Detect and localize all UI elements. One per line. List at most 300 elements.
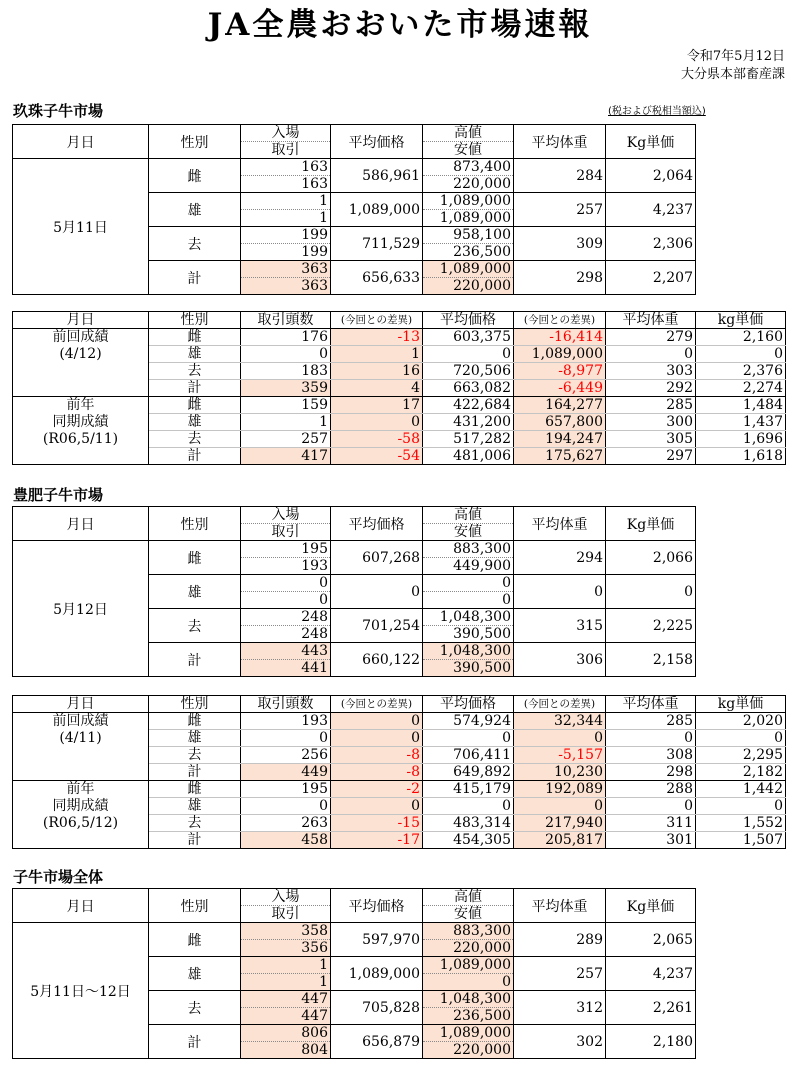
sex-cell: 去: [149, 363, 241, 380]
header-entry: 入場: [271, 889, 300, 905]
count-diff-cell: 16: [331, 363, 423, 380]
avg-weight-cell: 289: [514, 923, 606, 957]
entry-count: 1: [319, 957, 328, 973]
sex-cell: 雌: [149, 781, 241, 798]
avg-weight-cell: 298: [606, 764, 696, 781]
avg-price-cell: 1,089,000: [331, 193, 423, 227]
avg-price-cell: 431,200: [423, 414, 514, 431]
traded-count: 1: [241, 973, 330, 990]
count-cell: 417: [241, 448, 331, 465]
header-date: 月日: [13, 889, 149, 923]
header-avg-price: 平均価格: [331, 507, 423, 541]
entry-count: 358: [301, 923, 328, 939]
comparison-header-row: [13, 312, 786, 329]
low-price: 0: [423, 973, 513, 990]
kg-price-cell: 4,237: [606, 193, 696, 227]
count-diff-cell: 1: [331, 346, 423, 363]
entry-traded-cell: [241, 227, 331, 261]
low-price: 236,500: [423, 243, 513, 260]
sex-cell: 雄: [149, 730, 241, 747]
section-title-hohi: 豊肥子牛市場: [13, 486, 104, 504]
price-diff-cell: 657,800: [514, 414, 606, 431]
avg-price-cell: 656,633: [331, 261, 423, 295]
sex-cell: 去: [149, 431, 241, 448]
count-cell: 359: [241, 380, 331, 397]
price-diff-cell: -16,414: [514, 329, 606, 346]
period-label-cell: [13, 329, 149, 397]
sex-cell: 計: [149, 380, 241, 397]
high-price: 1,089,000: [439, 1025, 511, 1041]
summary-row: [13, 159, 696, 193]
entry-count: 363: [301, 261, 328, 277]
sex-cell: 去: [149, 609, 241, 643]
avg-price-cell: 705,828: [331, 991, 423, 1025]
kg-price-cell: 2,261: [606, 991, 696, 1025]
entry-traded-cell: [241, 261, 331, 295]
entry-count: 1: [319, 193, 328, 209]
header-entry: 入場: [271, 125, 300, 141]
avg-price-cell: 481,006: [423, 448, 514, 465]
sex-cell: 計: [149, 261, 241, 295]
avg-weight-cell: 298: [514, 261, 606, 295]
header-date: 月日: [13, 312, 149, 329]
avg-price-cell: 711,529: [331, 227, 423, 261]
high-price: 1,048,300: [439, 991, 511, 1007]
header-date: 月日: [13, 696, 149, 713]
price-diff-cell: -6,449: [514, 380, 606, 397]
price-diff-cell: 217,940: [514, 815, 606, 832]
summary-row: [13, 541, 696, 575]
header-count: 取引頭数: [241, 312, 331, 329]
count-cell: 159: [241, 397, 331, 414]
header-kg-price: kg単価: [696, 312, 786, 329]
header-price-diff: (今回との差異): [514, 696, 606, 713]
count-diff-cell: 4: [331, 380, 423, 397]
price-diff-cell: 0: [514, 798, 606, 815]
header-avg-price: 平均価格: [331, 125, 423, 159]
sex-cell: 雌: [149, 397, 241, 414]
low-price: 236,500: [423, 1007, 513, 1024]
low-price: 0: [423, 591, 513, 608]
header-avg-price: 平均価格: [423, 696, 514, 713]
kg-price-cell: 1,484: [696, 397, 786, 414]
sex-cell: 雌: [149, 329, 241, 346]
date-cell: 5月11日～12日: [13, 923, 149, 1059]
high-low-cell: [423, 193, 514, 227]
period-label-line: 前回成績: [52, 329, 109, 345]
header-sex: 性別: [149, 507, 241, 541]
price-diff-cell: 0: [514, 730, 606, 747]
entry-count: 248: [301, 609, 328, 625]
kg-price-cell: 2,066: [606, 541, 696, 575]
header-sex: 性別: [149, 889, 241, 923]
count-cell: 449: [241, 764, 331, 781]
high-low-cell: [423, 1025, 514, 1059]
header-traded: 取引: [241, 141, 330, 158]
kusu-comparison-block: [12, 311, 786, 465]
kg-price-cell: 2,376: [696, 363, 786, 380]
header-avg-price: 平均価格: [423, 312, 514, 329]
avg-price-cell: 517,282: [423, 431, 514, 448]
comparison-header-row: [13, 696, 786, 713]
high-low-cell: [423, 261, 514, 295]
hohi-summary-block: [12, 506, 696, 677]
kg-price-cell: 1,696: [696, 431, 786, 448]
header-kg-price: Kg単価: [606, 125, 696, 159]
section-title-kusu: 玖珠子牛市場: [13, 102, 104, 120]
avg-price-cell: 586,961: [331, 159, 423, 193]
header-avg-weight: 平均体重: [606, 696, 696, 713]
kg-price-cell: 0: [696, 730, 786, 747]
high-low-cell: [423, 541, 514, 575]
header-low: 安値: [423, 905, 513, 922]
kg-price-cell: 2,182: [696, 764, 786, 781]
header-traded: 取引: [241, 905, 330, 922]
comparison-table: [12, 311, 786, 465]
high-low-cell: [423, 159, 514, 193]
header-sex: 性別: [149, 125, 241, 159]
avg-weight-cell: 311: [606, 815, 696, 832]
entry-traded-cell: [241, 923, 331, 957]
kg-price-cell: 2,295: [696, 747, 786, 764]
entry-traded-cell: [241, 541, 331, 575]
kg-price-cell: 2,180: [606, 1025, 696, 1059]
count-cell: 0: [241, 730, 331, 747]
header-low: 安値: [423, 523, 513, 540]
header-traded: 取引: [241, 523, 330, 540]
avg-weight-cell: 285: [606, 397, 696, 414]
comparison-row: [13, 713, 786, 730]
traded-count: 363: [241, 277, 330, 294]
sex-cell: 雌: [149, 713, 241, 730]
summary-header-row: [13, 889, 696, 923]
count-cell: 1: [241, 414, 331, 431]
avg-weight-cell: 306: [514, 643, 606, 677]
traded-count: 193: [241, 557, 330, 574]
count-diff-cell: -15: [331, 815, 423, 832]
traded-count: 356: [241, 939, 330, 956]
kg-price-cell: 2,064: [606, 159, 696, 193]
entry-traded-cell: [241, 991, 331, 1025]
hohi-comparison-block: [12, 695, 786, 849]
kg-price-cell: 2,020: [696, 713, 786, 730]
entry-count: 199: [301, 227, 328, 243]
header-high: 高値: [454, 889, 482, 905]
comparison-row: [13, 781, 786, 798]
avg-price-cell: 422,684: [423, 397, 514, 414]
kg-price-cell: 0: [696, 798, 786, 815]
avg-price-cell: 0: [331, 575, 423, 609]
low-price: 220,000: [423, 939, 513, 956]
high-low-cell: [423, 609, 514, 643]
entry-count: 806: [301, 1025, 328, 1041]
kg-price-cell: 2,274: [696, 380, 786, 397]
header-high: 高値: [454, 125, 482, 141]
avg-price-cell: 0: [423, 730, 514, 747]
avg-weight-cell: 301: [606, 832, 696, 849]
count-diff-cell: 0: [331, 798, 423, 815]
sex-cell: 去: [149, 815, 241, 832]
header-high-low: [423, 507, 514, 541]
traded-count: 441: [241, 659, 330, 676]
avg-price-cell: 597,970: [331, 923, 423, 957]
count-cell: 257: [241, 431, 331, 448]
entry-count: 163: [301, 159, 328, 175]
high-price: 873,400: [453, 159, 511, 175]
avg-weight-cell: 300: [606, 414, 696, 431]
count-cell: 193: [241, 713, 331, 730]
period-label-cell: [13, 781, 149, 849]
header-sex: 性別: [149, 312, 241, 329]
kg-price-cell: 2,158: [606, 643, 696, 677]
header-low: 安値: [423, 141, 513, 158]
count-cell: 263: [241, 815, 331, 832]
count-cell: 176: [241, 329, 331, 346]
comparison-table: [12, 695, 786, 849]
sex-cell: 計: [149, 643, 241, 677]
price-diff-cell: 10,230: [514, 764, 606, 781]
price-diff-cell: -5,157: [514, 747, 606, 764]
low-price: 449,900: [423, 557, 513, 574]
high-price: 0: [502, 575, 511, 591]
sex-cell: 計: [149, 832, 241, 849]
count-diff-cell: -8: [331, 764, 423, 781]
kg-price-cell: 0: [696, 346, 786, 363]
entry-traded-cell: [241, 957, 331, 991]
sex-cell: 雄: [149, 193, 241, 227]
avg-weight-cell: 312: [514, 991, 606, 1025]
kg-price-cell: 0: [606, 575, 696, 609]
avg-weight-cell: 0: [606, 730, 696, 747]
summary-header-row: [13, 125, 696, 159]
low-price: 220,000: [423, 1041, 513, 1058]
count-cell: 256: [241, 747, 331, 764]
period-label-cell: [13, 397, 149, 465]
avg-price-cell: 701,254: [331, 609, 423, 643]
sex-cell: 計: [149, 764, 241, 781]
price-diff-cell: 32,344: [514, 713, 606, 730]
sex-cell: 雄: [149, 346, 241, 363]
section-title-overall: 子牛市場全体: [13, 868, 104, 886]
high-low-cell: [423, 957, 514, 991]
kusu-summary-block: [12, 124, 696, 295]
high-price: 1,089,000: [439, 193, 511, 209]
report-meta: [681, 48, 785, 84]
kg-price-cell: 2,207: [606, 261, 696, 295]
traded-count: 447: [241, 1007, 330, 1024]
period-label-line: (R06,5/12): [42, 815, 119, 831]
header-kg-price: Kg単価: [606, 889, 696, 923]
avg-weight-cell: 297: [606, 448, 696, 465]
avg-weight-cell: 288: [606, 781, 696, 798]
traded-count: 1: [241, 209, 330, 226]
sex-cell: 去: [149, 747, 241, 764]
avg-weight-cell: 257: [514, 193, 606, 227]
avg-weight-cell: 0: [606, 798, 696, 815]
kg-price-cell: 1,437: [696, 414, 786, 431]
high-price: 1,089,000: [439, 261, 511, 277]
low-price: 220,000: [423, 277, 513, 294]
report-date: 令和7年5月12日: [686, 49, 785, 64]
header-high-low: [423, 889, 514, 923]
entry-count: 447: [301, 991, 328, 1007]
avg-price-cell: 656,879: [331, 1025, 423, 1059]
header-count-diff: (今回との差異): [331, 696, 423, 713]
count-cell: 0: [241, 798, 331, 815]
header-entry-traded: [241, 889, 331, 923]
avg-price-cell: 0: [423, 346, 514, 363]
avg-price-cell: 660,122: [331, 643, 423, 677]
tax-note: (税および税相当額込): [608, 106, 706, 117]
kg-price-cell: 1,552: [696, 815, 786, 832]
header-sex: 性別: [149, 696, 241, 713]
kg-price-cell: 1,618: [696, 448, 786, 465]
comparison-row: [13, 397, 786, 414]
summary-table: [12, 506, 696, 677]
header-price-diff: (今回との差異): [514, 312, 606, 329]
low-price: 1,089,000: [423, 209, 513, 226]
summary-row: [13, 923, 696, 957]
avg-price-cell: 415,179: [423, 781, 514, 798]
count-cell: 183: [241, 363, 331, 380]
high-price: 883,300: [453, 541, 511, 557]
avg-weight-cell: 294: [514, 541, 606, 575]
header-high-low: [423, 125, 514, 159]
count-diff-cell: -8: [331, 747, 423, 764]
low-price: 390,500: [423, 625, 513, 642]
summary-header-row: [13, 507, 696, 541]
price-diff-cell: 175,627: [514, 448, 606, 465]
low-price: 220,000: [423, 175, 513, 192]
count-diff-cell: -2: [331, 781, 423, 798]
header-avg-price: 平均価格: [331, 889, 423, 923]
sex-cell: 去: [149, 227, 241, 261]
entry-traded-cell: [241, 575, 331, 609]
avg-price-cell: 0: [423, 798, 514, 815]
kg-price-cell: 2,160: [696, 329, 786, 346]
header-date: 月日: [13, 125, 149, 159]
count-diff-cell: -17: [331, 832, 423, 849]
sex-cell: 雄: [149, 575, 241, 609]
period-label-line: 同期成績: [52, 414, 109, 430]
header-entry: 入場: [271, 507, 300, 523]
avg-weight-cell: 279: [606, 329, 696, 346]
header-date: 月日: [13, 507, 149, 541]
period-label-line: 同期成績: [52, 798, 109, 814]
period-label-line: (R06,5/11): [42, 431, 119, 447]
high-low-cell: [423, 643, 514, 677]
sex-cell: 計: [149, 1025, 241, 1059]
date-cell: 5月11日: [13, 159, 149, 295]
sex-cell: 計: [149, 448, 241, 465]
header-entry-traded: [241, 507, 331, 541]
avg-weight-cell: 303: [606, 363, 696, 380]
header-avg-weight: 平均体重: [514, 125, 606, 159]
header-avg-weight: 平均体重: [514, 889, 606, 923]
date-cell: 5月12日: [13, 541, 149, 677]
avg-weight-cell: 284: [514, 159, 606, 193]
header-avg-weight: 平均体重: [514, 507, 606, 541]
sex-cell: 雌: [149, 923, 241, 957]
count-cell: 0: [241, 346, 331, 363]
entry-count: 195: [301, 541, 328, 557]
avg-weight-cell: 0: [606, 346, 696, 363]
period-label-line: 前回成績: [52, 713, 109, 729]
avg-price-cell: 574,924: [423, 713, 514, 730]
count-cell: 458: [241, 832, 331, 849]
high-low-cell: [423, 991, 514, 1025]
traded-count: 163: [241, 175, 330, 192]
traded-count: 248: [241, 625, 330, 642]
sex-cell: 雌: [149, 159, 241, 193]
header-kg-price: Kg単価: [606, 507, 696, 541]
kg-price-cell: 2,065: [606, 923, 696, 957]
high-price: 1,089,000: [439, 957, 511, 973]
avg-price-cell: 720,506: [423, 363, 514, 380]
entry-traded-cell: [241, 609, 331, 643]
price-diff-cell: -8,977: [514, 363, 606, 380]
traded-count: 804: [241, 1041, 330, 1058]
count-diff-cell: 0: [331, 713, 423, 730]
header-count: 取引頭数: [241, 696, 331, 713]
header-high: 高値: [454, 507, 482, 523]
avg-weight-cell: 302: [514, 1025, 606, 1059]
price-diff-cell: 205,817: [514, 832, 606, 849]
entry-count: 443: [301, 643, 328, 659]
count-diff-cell: -13: [331, 329, 423, 346]
summary-table: [12, 124, 696, 295]
kg-price-cell: 2,225: [606, 609, 696, 643]
avg-price-cell: 1,089,000: [331, 957, 423, 991]
entry-traded-cell: [241, 193, 331, 227]
count-diff-cell: 0: [331, 414, 423, 431]
high-price: 883,300: [453, 923, 511, 939]
kg-price-cell: 1,442: [696, 781, 786, 798]
high-price: 1,048,300: [439, 643, 511, 659]
header-avg-weight: 平均体重: [606, 312, 696, 329]
high-low-cell: [423, 575, 514, 609]
count-diff-cell: -54: [331, 448, 423, 465]
price-diff-cell: 194,247: [514, 431, 606, 448]
kg-price-cell: 4,237: [606, 957, 696, 991]
price-diff-cell: 164,277: [514, 397, 606, 414]
summary-table: [12, 888, 696, 1059]
entry-traded-cell: [241, 159, 331, 193]
period-label-line: (4/11): [59, 730, 102, 746]
sex-cell: 雌: [149, 541, 241, 575]
kg-price-cell: 2,306: [606, 227, 696, 261]
avg-price-cell: 483,314: [423, 815, 514, 832]
count-diff-cell: 17: [331, 397, 423, 414]
entry-traded-cell: [241, 643, 331, 677]
avg-weight-cell: 315: [514, 609, 606, 643]
count-diff-cell: -58: [331, 431, 423, 448]
traded-count: 199: [241, 243, 330, 260]
report-title: JA全農おおいた市場速報: [207, 7, 593, 43]
sex-cell: 雄: [149, 798, 241, 815]
avg-price-cell: 706,411: [423, 747, 514, 764]
comparison-row: [13, 329, 786, 346]
sex-cell: 雄: [149, 957, 241, 991]
sex-cell: 去: [149, 991, 241, 1025]
high-price: 958,100: [453, 227, 511, 243]
avg-price-cell: 607,268: [331, 541, 423, 575]
count-cell: 195: [241, 781, 331, 798]
department-name: 大分県本部畜産課: [680, 67, 785, 82]
avg-weight-cell: 0: [514, 575, 606, 609]
avg-weight-cell: 305: [606, 431, 696, 448]
avg-price-cell: 649,892: [423, 764, 514, 781]
